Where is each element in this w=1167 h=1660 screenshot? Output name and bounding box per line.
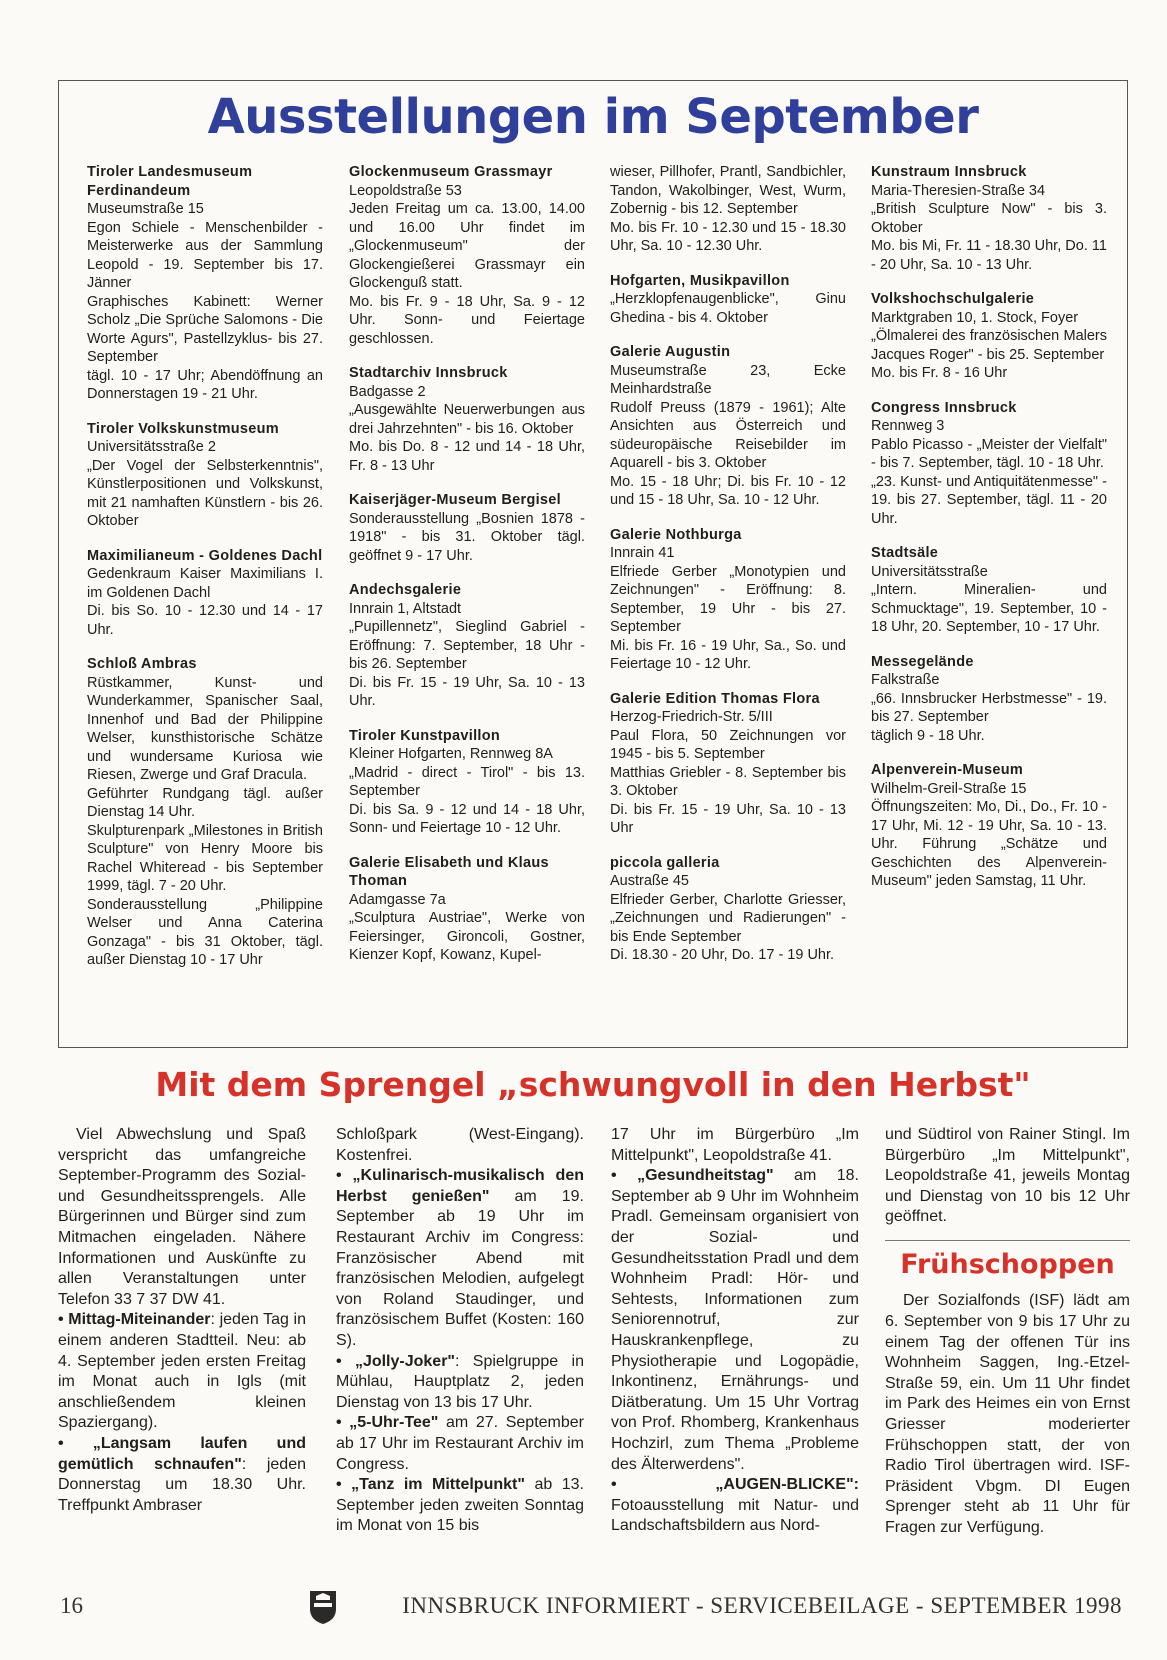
fruehschoppen-text: Der Sozialfonds (ISF) lädt am 6. September von 9 bis 17 Uhr zu einem Tag der offenen Tür ins Wohnheim Saggen, Ing.-Etzel-Straße 59, ein. Um 11 Uhr findet im Park des Heimes ein von Ernst Griesser moderierter Frühschoppen statt, der von Radio Tirol übertragen wird. ISF-Präsident Vbgm. DI Eugen Sprenger steht ab 11 Uhr für Fragen zur Verfügung. — [885, 1292, 1130, 1536]
exhibition-venue: Schloß Ambras — [87, 656, 197, 672]
exhibition-entry — [349, 163, 585, 348]
bullet-title: • „Jolly-Joker" — [336, 1352, 456, 1370]
fruehschoppen-title: Frühschoppen — [900, 1248, 1115, 1280]
exhibition-entry — [610, 343, 846, 510]
exhibition-details: Leopoldstraße 53 Jeden Freitag um ca. 13.00, 14.00 und 16.00 Uhr findet im „Glockenmuseum" der Glockengießerei Grassmayr ein Glockenguß statt. Mo. bis Fr. 9 - 18 Uhr, Sa. 9 - 12 Uhr. Sonn- und Feiertage geschlossen. — [349, 182, 585, 347]
bullet-text: Fotoausstellung mit Natur- und Landschaftsbildern aus Nord- — [611, 1496, 859, 1535]
article-column-2 — [336, 1125, 584, 1555]
article-continuation: und Südtirol von Rainer Stingl. Im Bürgerbüro „Im Mittelpunkt", Leopoldstraße 41, jeweils Montag und Dienstag von 10 bis 12 Uhr geöffnet. — [885, 1126, 1130, 1226]
bullet-tanz — [336, 1475, 584, 1537]
exhibition-entry — [610, 854, 846, 965]
exhibitions-column-1 — [87, 163, 323, 1033]
exhibition-details: Kleiner Hofgarten, Rennweg 8A „Madrid - direct - Tirol" - bis 13. September Di. bis Sa. 9 - 12 und 14 - 18 Uhr, Sonn- und Feiertage 10 - 12 Uhr. — [349, 746, 585, 836]
bullet-text: am 19. September ab 19 Uhr im Restaurant Archiv im Congress: Französischer Abend mit französischen Melodien, aufgelegt von Roland Staudinger, und französischem Buffet (Kosten: 160 S). — [336, 1187, 584, 1349]
article-intro: Viel Abwechslung und Spaß verspricht das umfangreiche September-Programm des Sozial- und Gesundheitssprengels. Alle Bürgerinnen und Bürger sind zum Mitmachen eingeladen. Nähere Informationen und Auskünfte zu allen Veranstaltungen unter Telefon 33 7 37 DW 41. — [58, 1126, 306, 1308]
bullet-kulinarisch — [336, 1166, 584, 1351]
exhibition-venue: Hofgarten, Musikpavillon — [610, 272, 790, 289]
exhibition-details: Badgasse 2 „Ausgewählte Neuerwerbungen aus drei Jahrzehnten" - bis 16. Oktober Mo. bis Do. 8 - 12 und 14 - 18 Uhr, Fr. 8 - 13 Uhr — [349, 383, 585, 474]
exhibitions-title: Ausstellungen im September — [207, 89, 979, 145]
exhibition-entry — [871, 290, 1107, 383]
exhibition-venue: Tiroler Landesmuseum Ferdinandeum — [87, 164, 253, 199]
page-footer — [58, 1585, 1128, 1625]
exhibition-venue: Galerie Augustin — [610, 344, 731, 360]
exhibition-details: wieser, Pillhofer, Prantl, Sandbichler, Tandon, Wakolbinger, West, Wurm, Zobernig - bis 12. September Mo. bis Fr. 10 - 12.30 und 15 - 18.30 Uhr, Sa. 10 - 12.30 Uhr. — [610, 164, 846, 254]
bullet-text: : Spielgruppe in Mühlau, Hauptplatz 2, jeden Dienstag von 13 bis 17 Uhr. — [336, 1352, 584, 1411]
exhibition-entry — [87, 547, 323, 640]
innsbruck-crest-icon — [308, 1587, 338, 1625]
exhibition-entry — [349, 581, 585, 711]
exhibition-venue: Congress Innsbruck — [871, 399, 1017, 416]
bullet-title: • „Langsam laufen und gemütlich schnaufen" — [58, 1434, 306, 1473]
exhibition-entry — [349, 364, 585, 475]
exhibition-entry — [871, 653, 1107, 746]
exhibition-venue: Glockenmuseum Grassmayr — [349, 164, 553, 180]
exhibition-venue: Galerie Nothburga — [610, 526, 742, 543]
bullet-text: : jeden Donnerstag um 18.30 Uhr. Treffpunkt Ambraser — [58, 1455, 306, 1514]
exhibition-details: Herzog-Friedrich-Str. 5/III Paul Flora, 50 Zeichnungen vor 1945 - bis 5. September Matthias Griebler - 8. September bis 3. Oktober Di. bis Fr. 15 - 19 Uhr, Sa. 10 - 13 Uhr — [610, 709, 846, 836]
bullet-text: ab 13. September jeden zweiten Sonntag im Monat von 15 bis — [336, 1476, 584, 1535]
exhibition-details: Rüstkammer, Kunst- und Wunderkammer, Spanischer Saal, Innenhof und Bad der Philippine Welser, kunsthistorische Schätze und wundersame Kuriosa wie Riesen, Zwerge und Graf Dracula. Geführter Rundgang tägl. außer Dienstag 14 Uhr. Skulpturenpark „Milestones in British Sculpture" von Henry Moore bis Rachel Whiteread - bis September 1999, tägl. 7 - 20 Uhr. Sonderausstellung „Philippine Welser und Anna Caterina Gonzaga" - bis 31 Oktober, tägl. außer Dienstag 10 - 17 Uhr — [87, 674, 323, 968]
exhibition-venue: Stadtsäle — [871, 545, 939, 561]
article-column-3 — [611, 1125, 859, 1555]
exhibition-venue: Galerie Elisabeth und Klaus Thoman — [349, 854, 549, 889]
exhibition-entry — [349, 491, 585, 565]
exhibition-venue: Tiroler Volkskunstmuseum — [87, 420, 279, 437]
exhibition-entry — [610, 526, 846, 674]
exhibition-venue: Tiroler Kunstpavillon — [349, 727, 501, 744]
exhibition-details: Adamgasse 7a „Sculptura Austriae", Werke von Feiersinger, Gironcoli, Gostner, Kienzer Kopf, Kowanz, Kupel- — [349, 891, 585, 963]
bullet-title: • Mittag-Miteinander — [58, 1311, 211, 1329]
exhibitions-column-4 — [871, 163, 1107, 1033]
exhibition-entry — [610, 690, 846, 838]
exhibition-entry — [871, 399, 1107, 529]
exhibition-details: Innrain 1, Altstadt „Pupillennetz", Sieglind Gabriel - Eröffnung: 7. September, 18 Uhr - bis 26. September Di. bis Fr. 15 - 19 Uhr, Sa. 10 - 13 Uhr. — [349, 600, 585, 709]
exhibition-entry — [871, 761, 1107, 891]
article-column-4 — [885, 1125, 1130, 1555]
article-continuation: Schloßpark (West-Eingang). Kostenfrei. — [336, 1126, 584, 1164]
bullet-langsam — [58, 1434, 306, 1516]
exhibition-venue: Galerie Edition Thomas Flora — [610, 690, 820, 707]
exhibition-details: Gedenkraum Kaiser Maximilians I. im Goldenen Dachl Di. bis So. 10 - 12.30 und 14 - 17 Uhr. — [87, 566, 323, 638]
exhibition-details: Museumstraße 15 Egon Schiele - Menschenbilder - Meisterwerke aus der Sammlung Leopold - 19. September bis 17. Jänner Graphisches Kabinett: Werner Scholz „Die Sprüche Salomons - Die Worte Agurs", Pastellzyklus- bis 27. September tägl. 10 - 17 Uhr; Abendöffnung an Donnerstagen 19 - 21 Uhr. — [87, 201, 323, 402]
exhibition-venue: Andechsgalerie — [349, 582, 462, 598]
exhibitions-column-2 — [349, 163, 585, 1033]
page-number: 16 — [60, 1593, 83, 1618]
exhibition-details: Universitätsstraße 2 „Der Vogel der Selbsterkenntnis", Künstlerpositionen und Volkskunst, mit 21 namhaften Künstlern - bis 26. Oktober — [87, 439, 323, 529]
bullet-text: am 18. September ab 9 Uhr im Wohnheim Pradl. Gemeinsam organisiert von der Sozial- und Gesundheitsstation Pradl und dem Wohnheim Pradl: Hör- und Sehtests, Informationen zum Seniorennotruf, zur Hauskrankenpflege, zu Physiotherapie und Logopädie, Inkontinenz, Ernährungs- und Diätberatung. Um 15 Uhr Vortrag von Prof. Rhomberg, Krankenhaus Hochzirl, zum Thema „Probleme des Älterwerdens". — [611, 1167, 859, 1473]
exhibition-details: Austraße 45 Elfrieder Gerber, Charlotte Griesser, „Zeichnungen und Radierungen" - bis Ende September Di. 18.30 - 20 Uhr, Do. 17 - 19 Uhr. — [610, 873, 846, 963]
exhibition-details: Universitätsstraße „Intern. Mineralien- und Schmucktage", 19. September, 10 - 18 Uhr, 20. September, 10 - 17 Uhr. — [871, 563, 1107, 635]
divider — [885, 1240, 1130, 1241]
exhibition-venue: piccola galleria — [610, 854, 720, 871]
exhibition-details: Maria-Theresien-Straße 34 „British Sculpture Now" - bis 3. Oktober Mo. bis Mi, Fr. 11 - 18.30 Uhr, Do. 11 - 20 Uhr, Sa. 10 - 13 Uhr. — [871, 182, 1107, 273]
exhibition-entry — [610, 272, 846, 328]
exhibitions-column-3 — [610, 163, 846, 1033]
exhibition-entry — [349, 854, 585, 965]
article-column-1 — [58, 1125, 306, 1555]
exhibitions-box — [58, 80, 1128, 1048]
exhibition-venue: Kunstraum Innsbruck — [871, 164, 1027, 180]
bullet-gesundheitstag — [611, 1166, 859, 1475]
bullet-text: am 27. September ab 17 Uhr im Restaurant Archiv im Congress. — [336, 1414, 584, 1473]
bullet-5-uhr-tee — [336, 1413, 584, 1475]
exhibition-details: Innrain 41 Elfriede Gerber „Monotypien und Zeichnungen" - Eröffnung: 8. September, 19 Uhr - bis 27. September Mi. bis Fr. 16 - 19 Uhr, Sa., So. und Feiertage 10 - 12 Uhr. — [610, 545, 846, 672]
exhibition-details: Museumstraße 23, Ecke Meinhardstraße Rudolf Preuss (1879 - 1961); Alte Ansichten aus Österreich und südeuropäische Reisebilder im Aquarell - bis 3. Oktober Mo. 15 - 18 Uhr; Di. bis Fr. 10 - 12 und 15 - 18 Uhr, Sa. 10 - 12 Uhr. — [610, 362, 846, 508]
exhibition-details: Rennweg 3 Pablo Picasso - „Meister der Vielfalt" - bis 7. September, tägl. 10 - 18 Uhr. „23. Kunst- und Antiquitätenmesse" - 19. bis 27. September, tägl. 11 - 20 Uhr. — [871, 418, 1107, 527]
exhibition-venue: Stadtarchiv Innsbruck — [349, 365, 508, 381]
exhibition-entry — [87, 420, 323, 531]
bullet-title: • „Kulinarisch-musikalisch den Herbst genießen" — [336, 1167, 584, 1205]
bullet-title: • „Tanz im Mittelpunkt" — [336, 1476, 525, 1494]
exhibition-entry — [610, 163, 846, 256]
bullet-jolly-joker — [336, 1352, 584, 1414]
exhibition-venue: Kaiserjäger-Museum Bergisel — [349, 492, 561, 508]
exhibition-details: „Herzklopfenaugenblicke", Ginu Ghedina - bis 4. Oktober — [610, 291, 846, 326]
bullet-title: • „AUGEN-BLICKE": — [611, 1476, 859, 1494]
exhibition-details: Wilhelm-Greil-Straße 15 Öffnungszeiten: Mo, Di., Do., Fr. 10 - 17 Uhr, Mi. 12 - 19 Uhr, Sa. 10 - 13. Uhr. Führung „Schätze und Geschichten des Alpenverein-Museum" jeden Samstag, 11 Uhr. — [871, 780, 1107, 889]
exhibition-venue: Alpenverein-Museum — [871, 762, 1024, 778]
exhibition-details: Falkstraße „66. Innsbrucker Herbstmesse" - 19. bis 27. September täglich 9 - 18 Uhr. — [871, 672, 1107, 744]
exhibition-venue: Maximilianeum - Goldenes Dachl — [87, 547, 323, 564]
article-title: Mit dem Sprengel „schwungvoll in den Herbst" — [155, 1065, 1031, 1104]
exhibition-entry — [871, 544, 1107, 637]
exhibition-entry — [349, 727, 585, 838]
exhibition-venue: Volkshochschulgalerie — [871, 291, 1035, 307]
bullet-augen-blicke — [611, 1475, 859, 1537]
footer-publication: INNSBRUCK INFORMIERT - SERVICEBEILAGE - SEPTEMBER 1998 — [402, 1593, 1122, 1618]
bullet-title: • „5-Uhr-Tee" — [336, 1414, 439, 1432]
exhibition-entry — [871, 163, 1107, 274]
exhibition-details: Marktgraben 10, 1. Stock, Foyer „Ölmalerei des französischen Malers Jacques Roger" - bis 25. September Mo. bis Fr. 8 - 16 Uhr — [871, 309, 1107, 381]
bullet-text: : jeden Tag in einem anderen Stadtteil. Neu: ab 4. September jeden ersten Freitag im Monat auch in Igls (mit anschließendem kleinen Spaziergang). — [58, 1311, 306, 1432]
exhibition-details: Sonderausstellung „Bosnien 1878 - 1918" - bis 31. Oktober tägl. geöffnet 9 - 17 Uhr. — [349, 510, 585, 564]
exhibition-entry — [87, 655, 323, 970]
exhibition-venue: Messegelände — [871, 653, 974, 670]
article-continuation: 17 Uhr im Bürgerbüro „Im Mittelpunkt", Leopoldstraße 41. — [611, 1126, 859, 1164]
exhibition-entry — [87, 163, 323, 404]
bullet-mittag — [58, 1310, 306, 1434]
bullet-title: • „Gesundheitstag" — [611, 1167, 774, 1185]
